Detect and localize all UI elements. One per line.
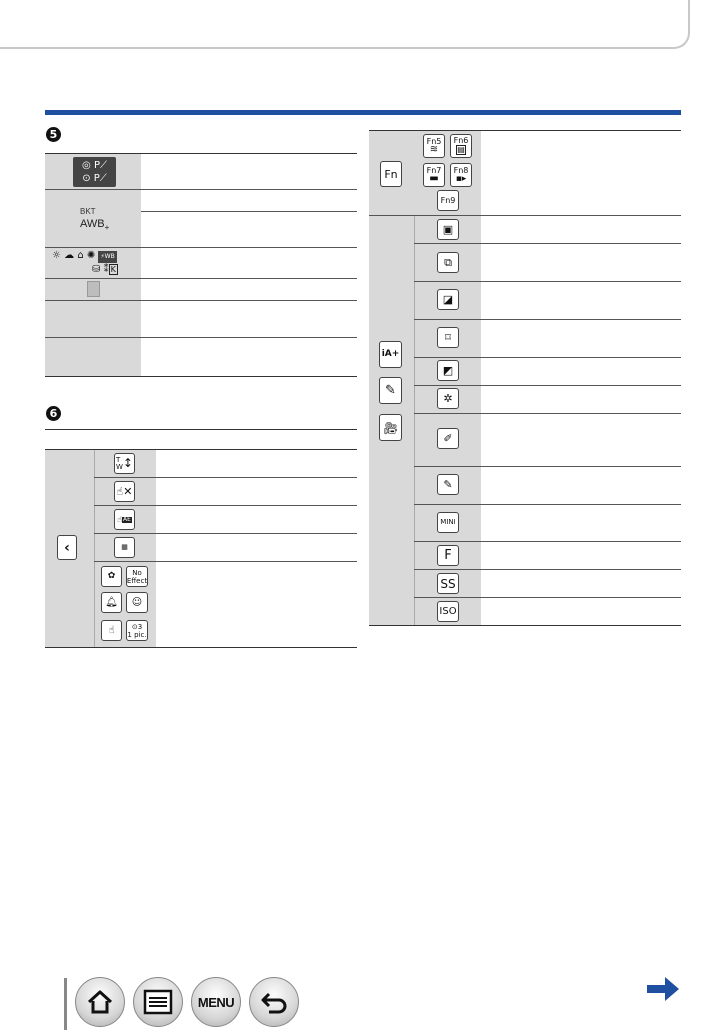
fn6-icon: Fn6 ▤ [450,134,472,158]
section-6-number: 6 [49,407,58,420]
self-timer-icon [126,620,148,641]
bulb-icon: ✺ [86,250,96,261]
soft-focus-off-icon: ✿ [101,566,122,587]
table-bottom-rule [369,625,681,626]
fn8-icon: Fn8 ▪▸ [450,163,472,187]
mini-icon [437,512,459,533]
section-rule [45,110,681,115]
row-divider [414,541,681,542]
photo-style-icon: ▣ [437,219,459,240]
iso-icon [437,601,459,622]
touch-ae-icon: ☝ AE [114,509,135,530]
starburst-icon: ✲ [437,388,459,409]
bell-off-icon: 🔔︎ [101,592,122,613]
row-divider [45,247,357,248]
wb-k-icon: ⁑ K [103,264,116,275]
shutter-speed-icon [437,573,459,594]
row-divider [94,505,357,506]
set-wb-icon: ⛁ [92,264,101,275]
peaking-icon: ▦ [114,537,135,558]
touch-cancel-icon: ☝✕ [114,481,135,502]
column-divider [414,216,415,625]
table-bottom-rule [45,376,357,377]
fn-text: Fn [384,167,398,181]
back-button[interactable] [249,977,299,1027]
fn5-text: Fn5 [426,137,442,146]
flash-wb-icon: ⚡WB [98,251,116,263]
zoom-tw-icon: T W ↕ [114,453,135,474]
cloud-icon: ☁ [64,250,75,261]
self-timer-text: ⊙3 1 pic. [127,622,147,639]
defocus-icon: ⌑ [437,327,459,348]
list-icon [143,989,173,1015]
touch-shutter-icon: ☝ [101,620,122,641]
fn6-text: Fn6 [453,136,469,145]
fn9-text: Fn9 [440,195,456,205]
ss-text: SS [440,576,456,591]
icon-text: P [93,173,100,184]
tw-text: T W [116,455,123,471]
row-divider [414,413,681,414]
white-balance-icons [52,250,117,263]
exposure-comp-icon: ◪ [437,289,459,310]
portrait-off-icon: ☺ [126,592,148,613]
no-effect-icon [126,566,148,587]
section-5-marker [46,127,61,142]
fn9-icon [437,190,459,211]
menu-label: MENU [197,994,235,1010]
row-divider [414,243,681,244]
fn7-icon: Fn7 ▬ [423,163,445,187]
next-page-button[interactable] [645,975,681,1008]
sun-icon: ☼ [52,250,61,261]
row-divider [414,569,681,570]
row-divider [414,385,681,386]
chevron-left-icon: ‹ [57,535,77,560]
awb-label: $AWB_+$ [80,218,110,233]
iso-text: ISO [439,605,457,617]
icon-text: P [93,160,100,171]
shade-icon: ⌂ [77,250,84,261]
filter-effect-icon: ⧉ [437,252,459,273]
picture-adjust-icon: ◎ P⟋ ⊙ P⟋ [73,157,116,187]
home-icon [85,987,115,1017]
eye-icon: ⊙ [82,173,91,184]
fn8-text: Fn8 [453,166,469,175]
wb-k-text: K [110,265,116,274]
mini-text: MINI [440,518,456,526]
awb-text: AWB [80,218,105,230]
icon-cell [45,301,141,337]
contents-button[interactable] [133,977,183,1027]
row-divider [414,281,681,282]
row-divider [141,211,357,212]
row-divider [45,337,357,338]
row-divider [414,466,681,467]
brightness-icon: ◩ [437,360,459,381]
table-bottom-rule [45,647,357,648]
aperture-icon [437,545,459,566]
color-swatch-icon [87,281,100,297]
row-divider [414,357,681,358]
next-arrow-icon [645,975,681,1003]
page-header-frame [0,0,690,49]
white-balance-icons-2 [92,264,118,276]
home-button[interactable] [75,977,125,1027]
return-icon [259,989,289,1015]
row-divider [94,561,357,562]
row-divider [414,319,681,320]
section-5-number: 5 [49,128,58,141]
icon-cell [45,338,141,376]
table-top-rule [45,429,357,430]
row-divider [414,597,681,598]
fn5-wifi-icon: Fn5 ≋ [423,134,445,158]
row-divider [94,477,357,478]
menu-button[interactable] [191,977,241,1027]
color-edit-icon: ✐ [437,428,459,449]
section-6-marker [46,406,61,421]
row-divider [45,189,357,190]
wave-icon: ◎ [82,160,91,171]
f-text: F [444,548,452,563]
ae-text: AE [122,515,131,523]
bkt-label: BKT [80,207,96,216]
row-divider [414,504,681,505]
row-divider [45,300,357,301]
no-effect-text: No Effect [126,568,148,585]
creative-effect-icon: ✎ [437,474,459,495]
creative-control-icon: ✎ [379,377,402,404]
nav-divider [64,978,67,1030]
movie-camera-icon: 🎥︎ [379,414,402,441]
fn-icon [380,161,402,187]
fn7-text: Fn7 [426,166,442,175]
row-divider [94,533,357,534]
intelligent-auto-plus-icon: iA+ [379,341,402,368]
column-divider [94,450,95,647]
row-divider [45,278,357,279]
